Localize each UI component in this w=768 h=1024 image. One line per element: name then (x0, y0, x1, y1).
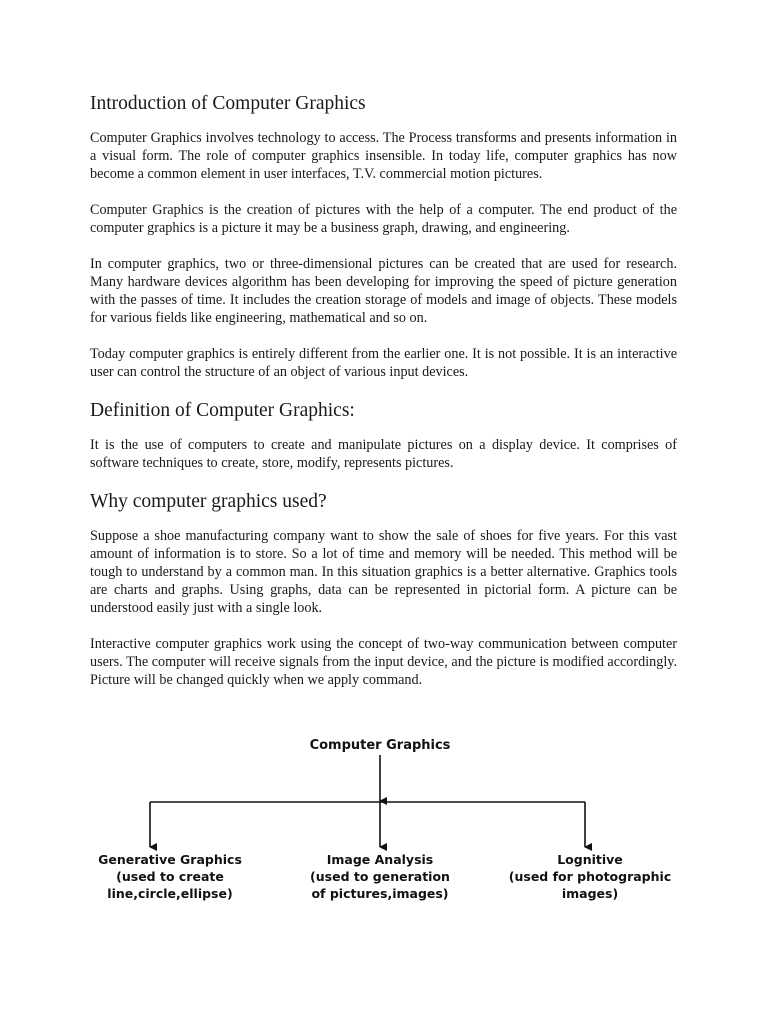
why-heading: Why computer graphics used? (90, 491, 327, 512)
intro-section (90, 92, 677, 381)
document-body (90, 92, 677, 707)
definition-paragraph-1: It is the use of computers to create and manipulate pictures on a display device. It comprises of software techniques to create, store, modify, represents pictures. (90, 437, 677, 471)
intro-paragraph-3: In computer graphics, two or three-dimensional pictures can be created that are used for research. Many hardware devices algorithm has been developing for improving the speed of picture generation with the passes of time. It includes the creation storage of models and image of objects. These models for various fields like engineering, mathematical and so on. (90, 256, 677, 326)
definition-heading: Definition of Computer Graphics: (90, 400, 355, 421)
intro-paragraph-1: Computer Graphics involves technology to access. The Process transforms and presents information in a visual form. The role of computer graphics insensible. In today life, computer graphics has now become a common element in user interfaces, T.V. commercial motion pictures. (90, 130, 677, 182)
intro-heading: Introduction of Computer Graphics (90, 93, 366, 114)
node-desc-line2: of pictures,images) (311, 886, 449, 901)
node-desc-line1: (used to generation (310, 869, 450, 884)
node-desc-line1: (used to create (116, 869, 224, 884)
definition-section (90, 399, 677, 472)
diagram-root-label: Computer Graphics (309, 738, 451, 753)
node-title: Generative Graphics (98, 852, 242, 867)
node-desc-line2: images) (561, 886, 619, 901)
why-section (90, 490, 677, 689)
node-desc-line1: (used for photographic (508, 869, 672, 884)
intro-paragraph-4: Today computer graphics is entirely different from the earlier one. It is not possible. It is an interactive user can control the structure of an object of various input devices. (90, 346, 677, 380)
intro-paragraph-2: Computer Graphics is the creation of pictures with the help of a computer. The end product of the computer graphics is a picture it may be a business graph, drawing, and engineering. (90, 202, 677, 236)
node-title: Lognitive (557, 852, 623, 867)
diagram-node-lognitive (495, 851, 685, 902)
why-paragraph-1: Suppose a shoe manufacturing company want to show the sale of shoes for five years. For this vast amount of information is to store. So a lot of time and memory will be needed. This method will be tough to understand by a common man. In this situation graphics is a better alternative. Graphics tools are charts and graphs. Using graphs, data can be represented in pictorial form. A picture can be understood easily just with a single look. (90, 528, 677, 616)
diagram-node-image-analysis (285, 851, 475, 902)
node-desc-line2: line,circle,ellipse) (107, 886, 233, 901)
why-paragraph-2: Interactive computer graphics work using the concept of two-way communication between computer users. The computer will receive signals from the input device, and the picture is modified accordingly. Picture will be changed quickly when we apply command. (90, 636, 677, 688)
diagram-node-generative (80, 851, 260, 902)
computer-graphics-diagram (90, 735, 690, 915)
node-title: Image Analysis (326, 852, 434, 867)
